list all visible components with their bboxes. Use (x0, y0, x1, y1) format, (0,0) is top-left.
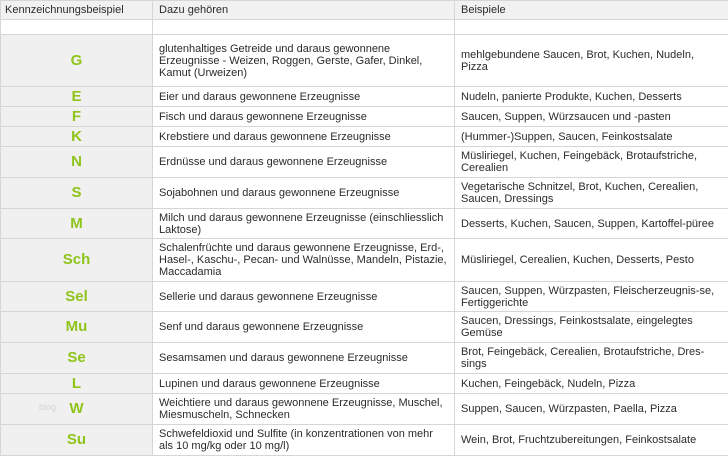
allergen-includes: Erdnüsse und daraus gewonnene Erzeugnisse (153, 147, 455, 178)
allergen-includes: Sesamsamen und daraus gewonnene Erzeugnisse (153, 343, 455, 374)
table-row (1, 127, 728, 147)
allergen-code: S (1, 178, 153, 209)
allergen-code: K (1, 127, 153, 147)
watermark-text: blog (39, 402, 56, 412)
table-row (1, 87, 728, 107)
allergen-includes: Lupinen und daraus gewonnene Erzeugnisse (153, 374, 455, 394)
allergen-includes: Milch und daraus gewonnene Erzeugnisse (einschliesslich Laktose) (153, 209, 455, 239)
table-row (1, 178, 728, 209)
allergen-examples: Suppen, Saucen, Würzpasten, Paella, Pizza (455, 394, 728, 425)
header-kennzeichnung: Kennzeichnungsbeispiel (1, 1, 153, 20)
allergen-examples: Brot, Feingebäck, Cerealien, Brotaufstriche, Dres-sings (455, 343, 728, 374)
allergen-code: M (1, 209, 153, 239)
allergen-includes: Sellerie und daraus gewonnene Erzeugnisse (153, 282, 455, 312)
allergen-code: G (1, 35, 153, 87)
allergen-examples: Saucen, Suppen, Würzpasten, Fleischerzeugnis-se, Fertiggerichte (455, 282, 728, 312)
allergen-code: Mu (1, 312, 153, 343)
table-row (1, 107, 728, 127)
allergen-includes: Weichtiere und daraus gewonnene Erzeugnisse, Muschel, Miesmuscheln, Schnecken (153, 394, 455, 425)
allergen-includes: Sojabohnen und daraus gewonnene Erzeugnisse (153, 178, 455, 209)
table-row (1, 239, 728, 282)
allergen-code: Su (1, 425, 153, 456)
allergen-includes: glutenhaltiges Getreide und daraus gewonnene Erzeugnisse - Weizen, Roggen, Gerste, Gafer, Dinkel, Kamut (Urweizen) (153, 35, 455, 87)
table-row (1, 282, 728, 312)
table-row (1, 209, 728, 239)
table-row (1, 147, 728, 178)
allergen-code: N (1, 147, 153, 178)
allergen-examples: mehlgebundene Saucen, Brot, Kuchen, Nudeln, Pizza (455, 35, 728, 87)
allergen-code: Sch (1, 239, 153, 282)
allergen-examples: Wein, Brot, Fruchtzubereitungen, Feinkostsalate (455, 425, 728, 456)
table-row (1, 343, 728, 374)
allergen-examples: Desserts, Kuchen, Saucen, Suppen, Kartoffel-püree (455, 209, 728, 239)
allergen-includes: Eier und daraus gewonnene Erzeugnisse (153, 87, 455, 107)
allergen-examples: (Hummer-)Suppen, Saucen, Feinkostsalate (455, 127, 728, 147)
allergen-examples: Müsliriegel, Cerealien, Kuchen, Desserts, Pesto (455, 239, 728, 282)
table-row (1, 35, 728, 87)
table-row (1, 312, 728, 343)
table-spacer-row (1, 20, 728, 35)
header-dazu-gehoeren: Dazu gehören (153, 1, 455, 20)
allergen-code: E (1, 87, 153, 107)
allergen-examples: Saucen, Suppen, Würzsaucen und -pasten (455, 107, 728, 127)
table-header-row (1, 1, 728, 20)
table-row (1, 425, 728, 456)
allergen-includes: Schwefeldioxid und Sulfite (in konzentrationen von mehr als 10 mg/kg oder 10 mg/l) (153, 425, 455, 456)
allergen-code: Se (1, 343, 153, 374)
allergen-includes: Krebstiere und daraus gewonnene Erzeugnisse (153, 127, 455, 147)
allergen-includes: Fisch und daraus gewonnene Erzeugnisse (153, 107, 455, 127)
allergen-examples: Kuchen, Feingebäck, Nudeln, Pizza (455, 374, 728, 394)
table-row (1, 374, 728, 394)
header-beispiele: Beispiele (455, 1, 728, 20)
allergen-examples: Saucen, Dressings, Feinkostsalate, eingelegtes Gemüse (455, 312, 728, 343)
allergen-code: Sel (1, 282, 153, 312)
allergen-code: F (1, 107, 153, 127)
allergen-code: L (1, 374, 153, 394)
allergen-includes: Senf und daraus gewonnene Erzeugnisse (153, 312, 455, 343)
allergen-examples: Nudeln, panierte Produkte, Kuchen, Desserts (455, 87, 728, 107)
allergen-includes: Schalenfrüchte und daraus gewonnene Erzeugnisse, Erd-, Hasel-, Kaschu-, Pecan- und Walnüsse, Mandeln, Pistazie, Maccadamia (153, 239, 455, 282)
allergen-code: W (1, 394, 153, 425)
allergen-examples: Müsliriegel, Kuchen, Feingebäck, Brotaufstriche, Cerealien (455, 147, 728, 178)
allergen-examples: Vegetarische Schnitzel, Brot, Kuchen, Cerealien, Saucen, Dressings (455, 178, 728, 209)
table-row (1, 394, 728, 425)
